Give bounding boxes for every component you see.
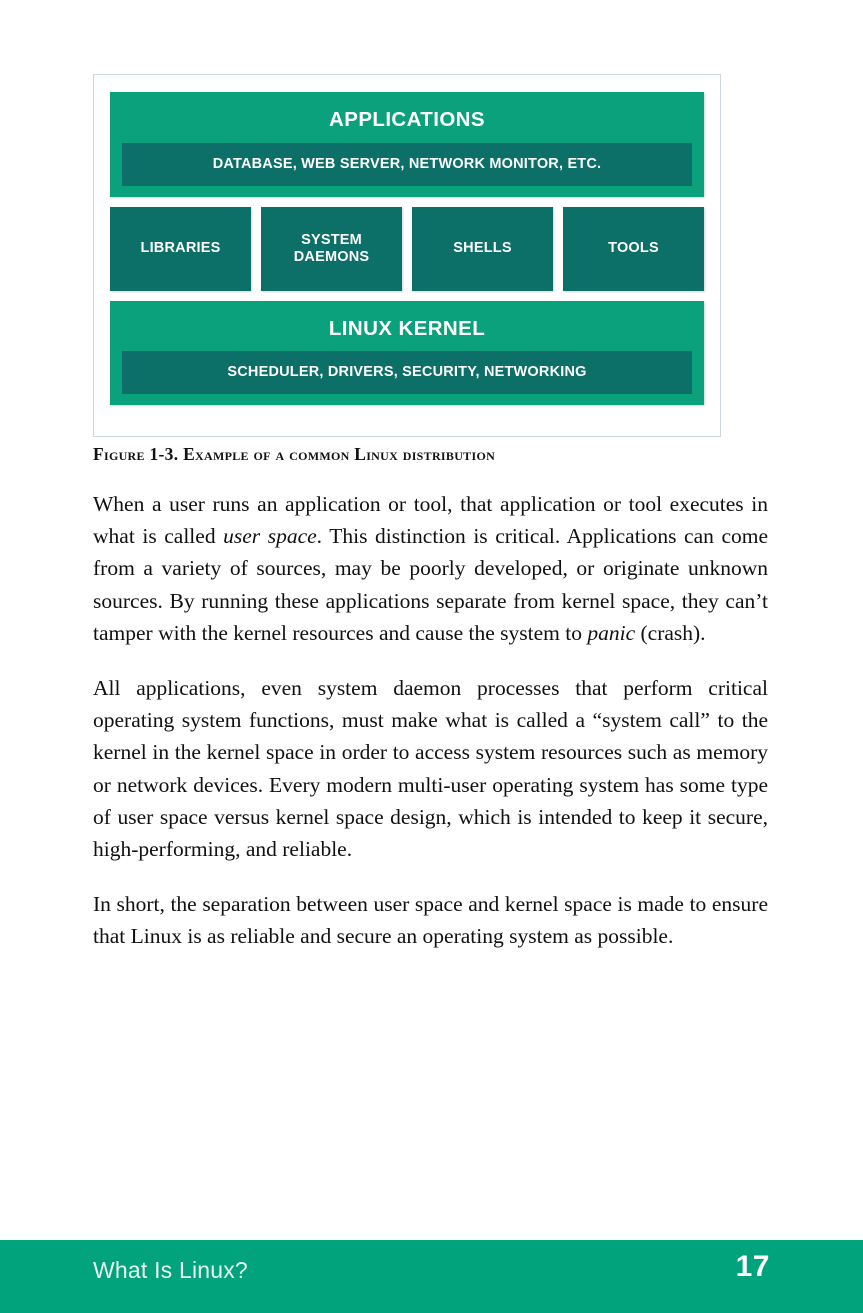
footer-page-number: 17 (735, 1250, 770, 1283)
applications-title: APPLICATIONS (329, 108, 485, 131)
box-libraries-label: LIBRARIES (140, 240, 221, 257)
box-tools-label: TOOLS (608, 240, 659, 257)
box-libraries (110, 207, 251, 291)
paragraph-1-run-1: When a user runs an application or tool, that application or tool executes in what is called (93, 492, 768, 549)
linux-architecture-diagram (110, 92, 704, 419)
paragraph-1 (93, 488, 768, 649)
kernel-title: LINUX KERNEL (328, 316, 486, 340)
paragraph-1-run-2: . This distinction is critical. Applications can come from a variety of sources, may be poorly developed, or originate unknown sources. By running these applications separate from kernel space, they can’t tamper with the kernel resources and cause the system to (93, 524, 769, 645)
paragraph-1-run-3: (crash). (635, 620, 706, 645)
figure-container (93, 74, 721, 437)
applications-subtitle: DATABASE, WEB SERVER, NETWORK MONITOR, ETC. (122, 143, 692, 186)
applications-band (110, 92, 704, 197)
box-shells-label: SHELLS (453, 240, 512, 257)
box-shells (412, 207, 553, 291)
footer-chapter-title: What Is Linux? (93, 1257, 248, 1283)
paragraph-2: All applications, even system daemon processes that perform critical operating system functions, must make what is called a “system call” to the kernel in the kernel space in order to access system resources such as memory or network devices. Every modern multi-user operating system has some type of user space versus kernel space design, which is intended to keep it secure, high-performing, and reliable. (93, 676, 768, 862)
body-text (93, 488, 768, 953)
box-system-daemons-label: SYSTEM DAEMONS (293, 231, 370, 265)
paragraph-3: In short, the separation between user space and kernel space is made to ensure that Linux is as reliable and secure an operating system as possible. (93, 892, 768, 949)
box-system-daemons (261, 207, 402, 291)
box-tools (563, 207, 704, 291)
kernel-subtitle: SCHEDULER, DRIVERS, SECURITY, NETWORKING (122, 351, 692, 394)
figure-caption: Figure 1-3. Example of a common Linux distribution (93, 444, 496, 464)
middle-layer-row (110, 207, 704, 291)
kernel-band (110, 301, 704, 406)
paragraph-1-italic-panic: panic (587, 620, 636, 645)
paragraph-1-italic-user-space: user space (223, 524, 317, 549)
